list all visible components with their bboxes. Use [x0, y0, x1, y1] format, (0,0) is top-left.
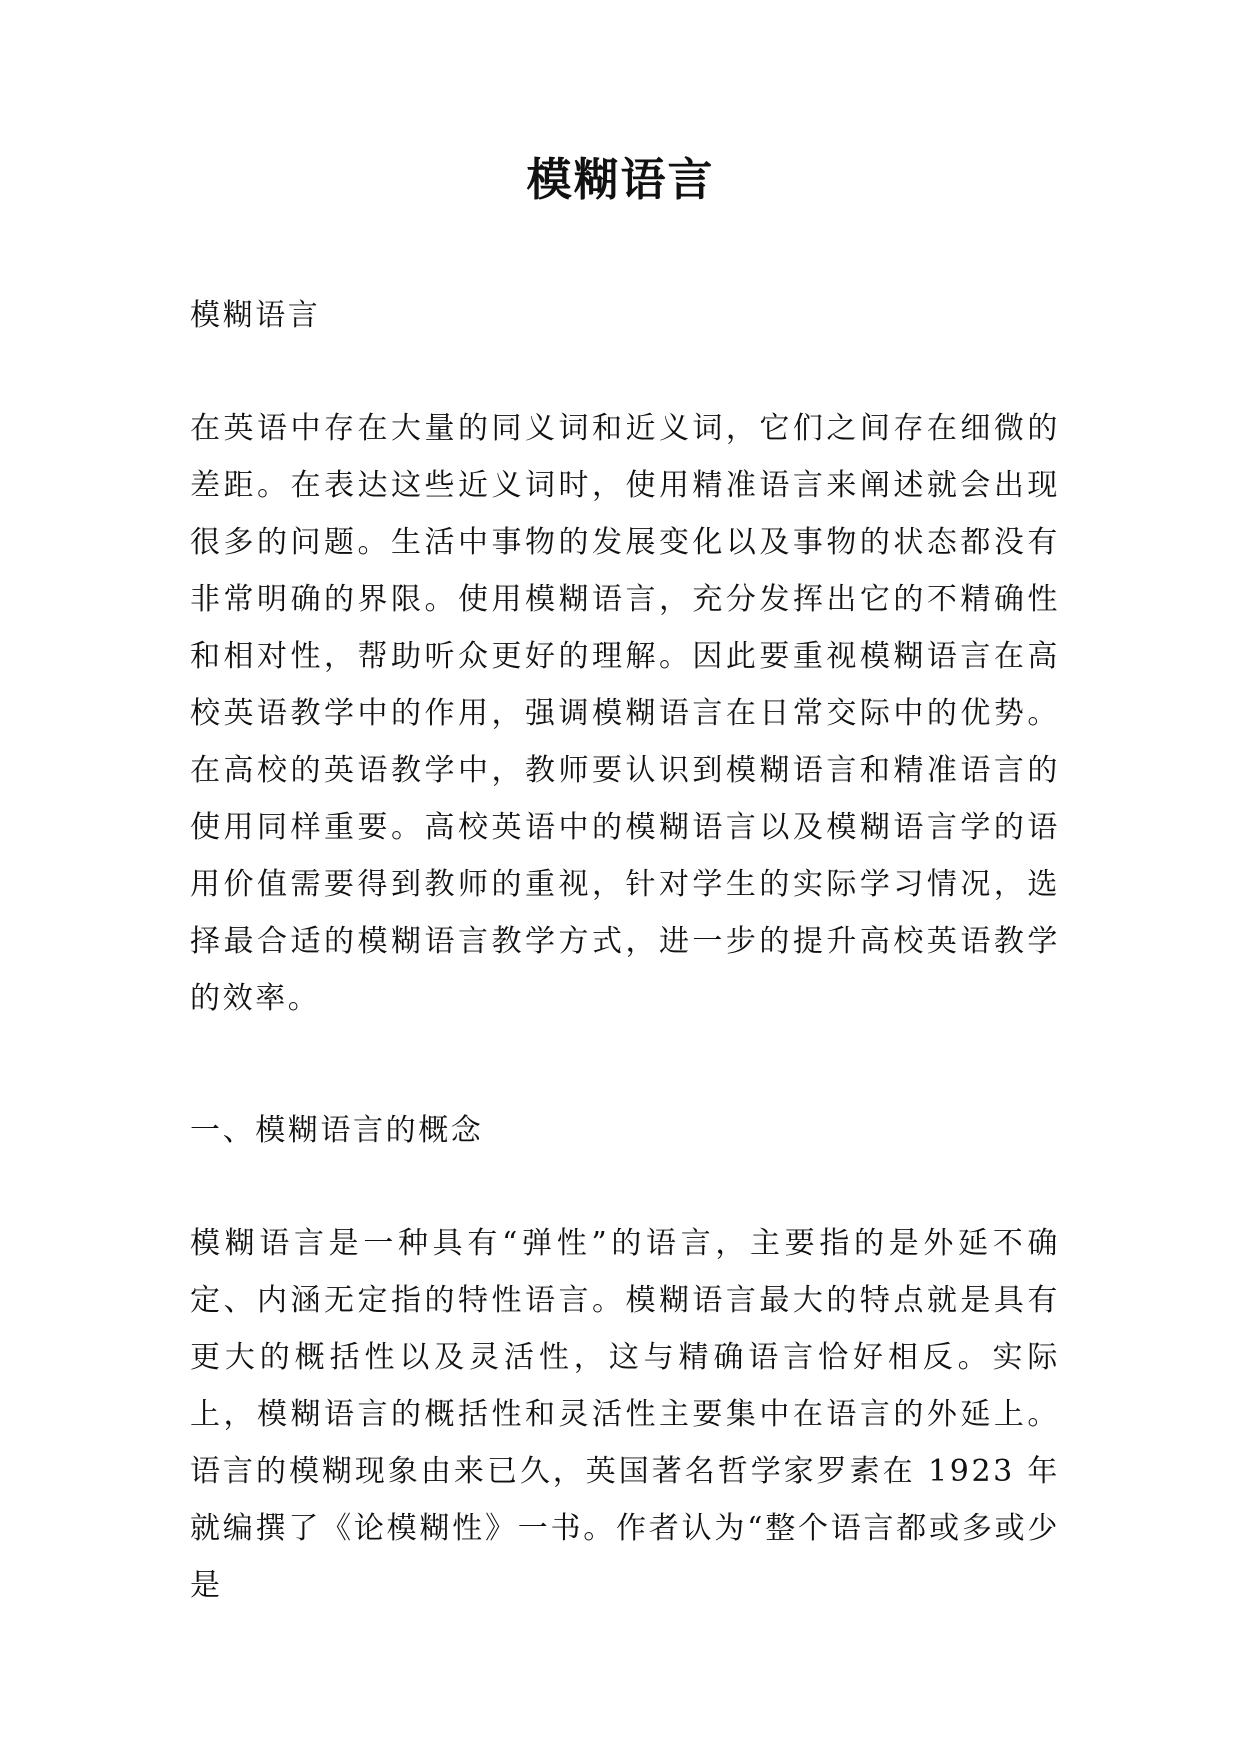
subtitle-paragraph: 模糊语言	[190, 298, 321, 333]
document-title: 模糊语言	[526, 153, 715, 206]
section-heading: 一、模糊语言的概念	[190, 1113, 484, 1148]
intro-paragraph: 在英语中存在大量的同义词和近义词，它们之间存在细微的差距。在表达这些近义词时，使用精准语言来阐述就会出现很多的问题。生活中事物的发展变化以及事物的状态都没有非常明确的界限。使用模糊语言，充分发挥出它的不精确性和相对性，帮助听众更好的理解。因此要重视模糊语言在高校英语教学中的作用，强调模糊语言在日常交际中的优势。在高校的英语教学中，教师要认识到模糊语言和精准语言的使用同样重要。高校英语中的模糊语言以及模糊语言学的语用价值需要得到教师的重视，针对学生的实际学习情况，选择最合适的模糊语言教学方式，进一步的提升高校英语教学的效率。	[190, 411, 1060, 1016]
body-paragraph: 模糊语言是一种具有“弹性”的语言，主要指的是外延不确定、内涵无定指的特性语言。模糊语言最大的特点就是具有更大的概括性以及灵活性，这与精确语言恰好相反。实际上，模糊语言的概括性和灵活性主要集中在语言的外延上。语言的模糊现象由来已久，英国著名哲学家罗素在 1923 年就编撰了《论模糊性》一书。作者认为“整个语言都或多或少是	[190, 1226, 1060, 1603]
